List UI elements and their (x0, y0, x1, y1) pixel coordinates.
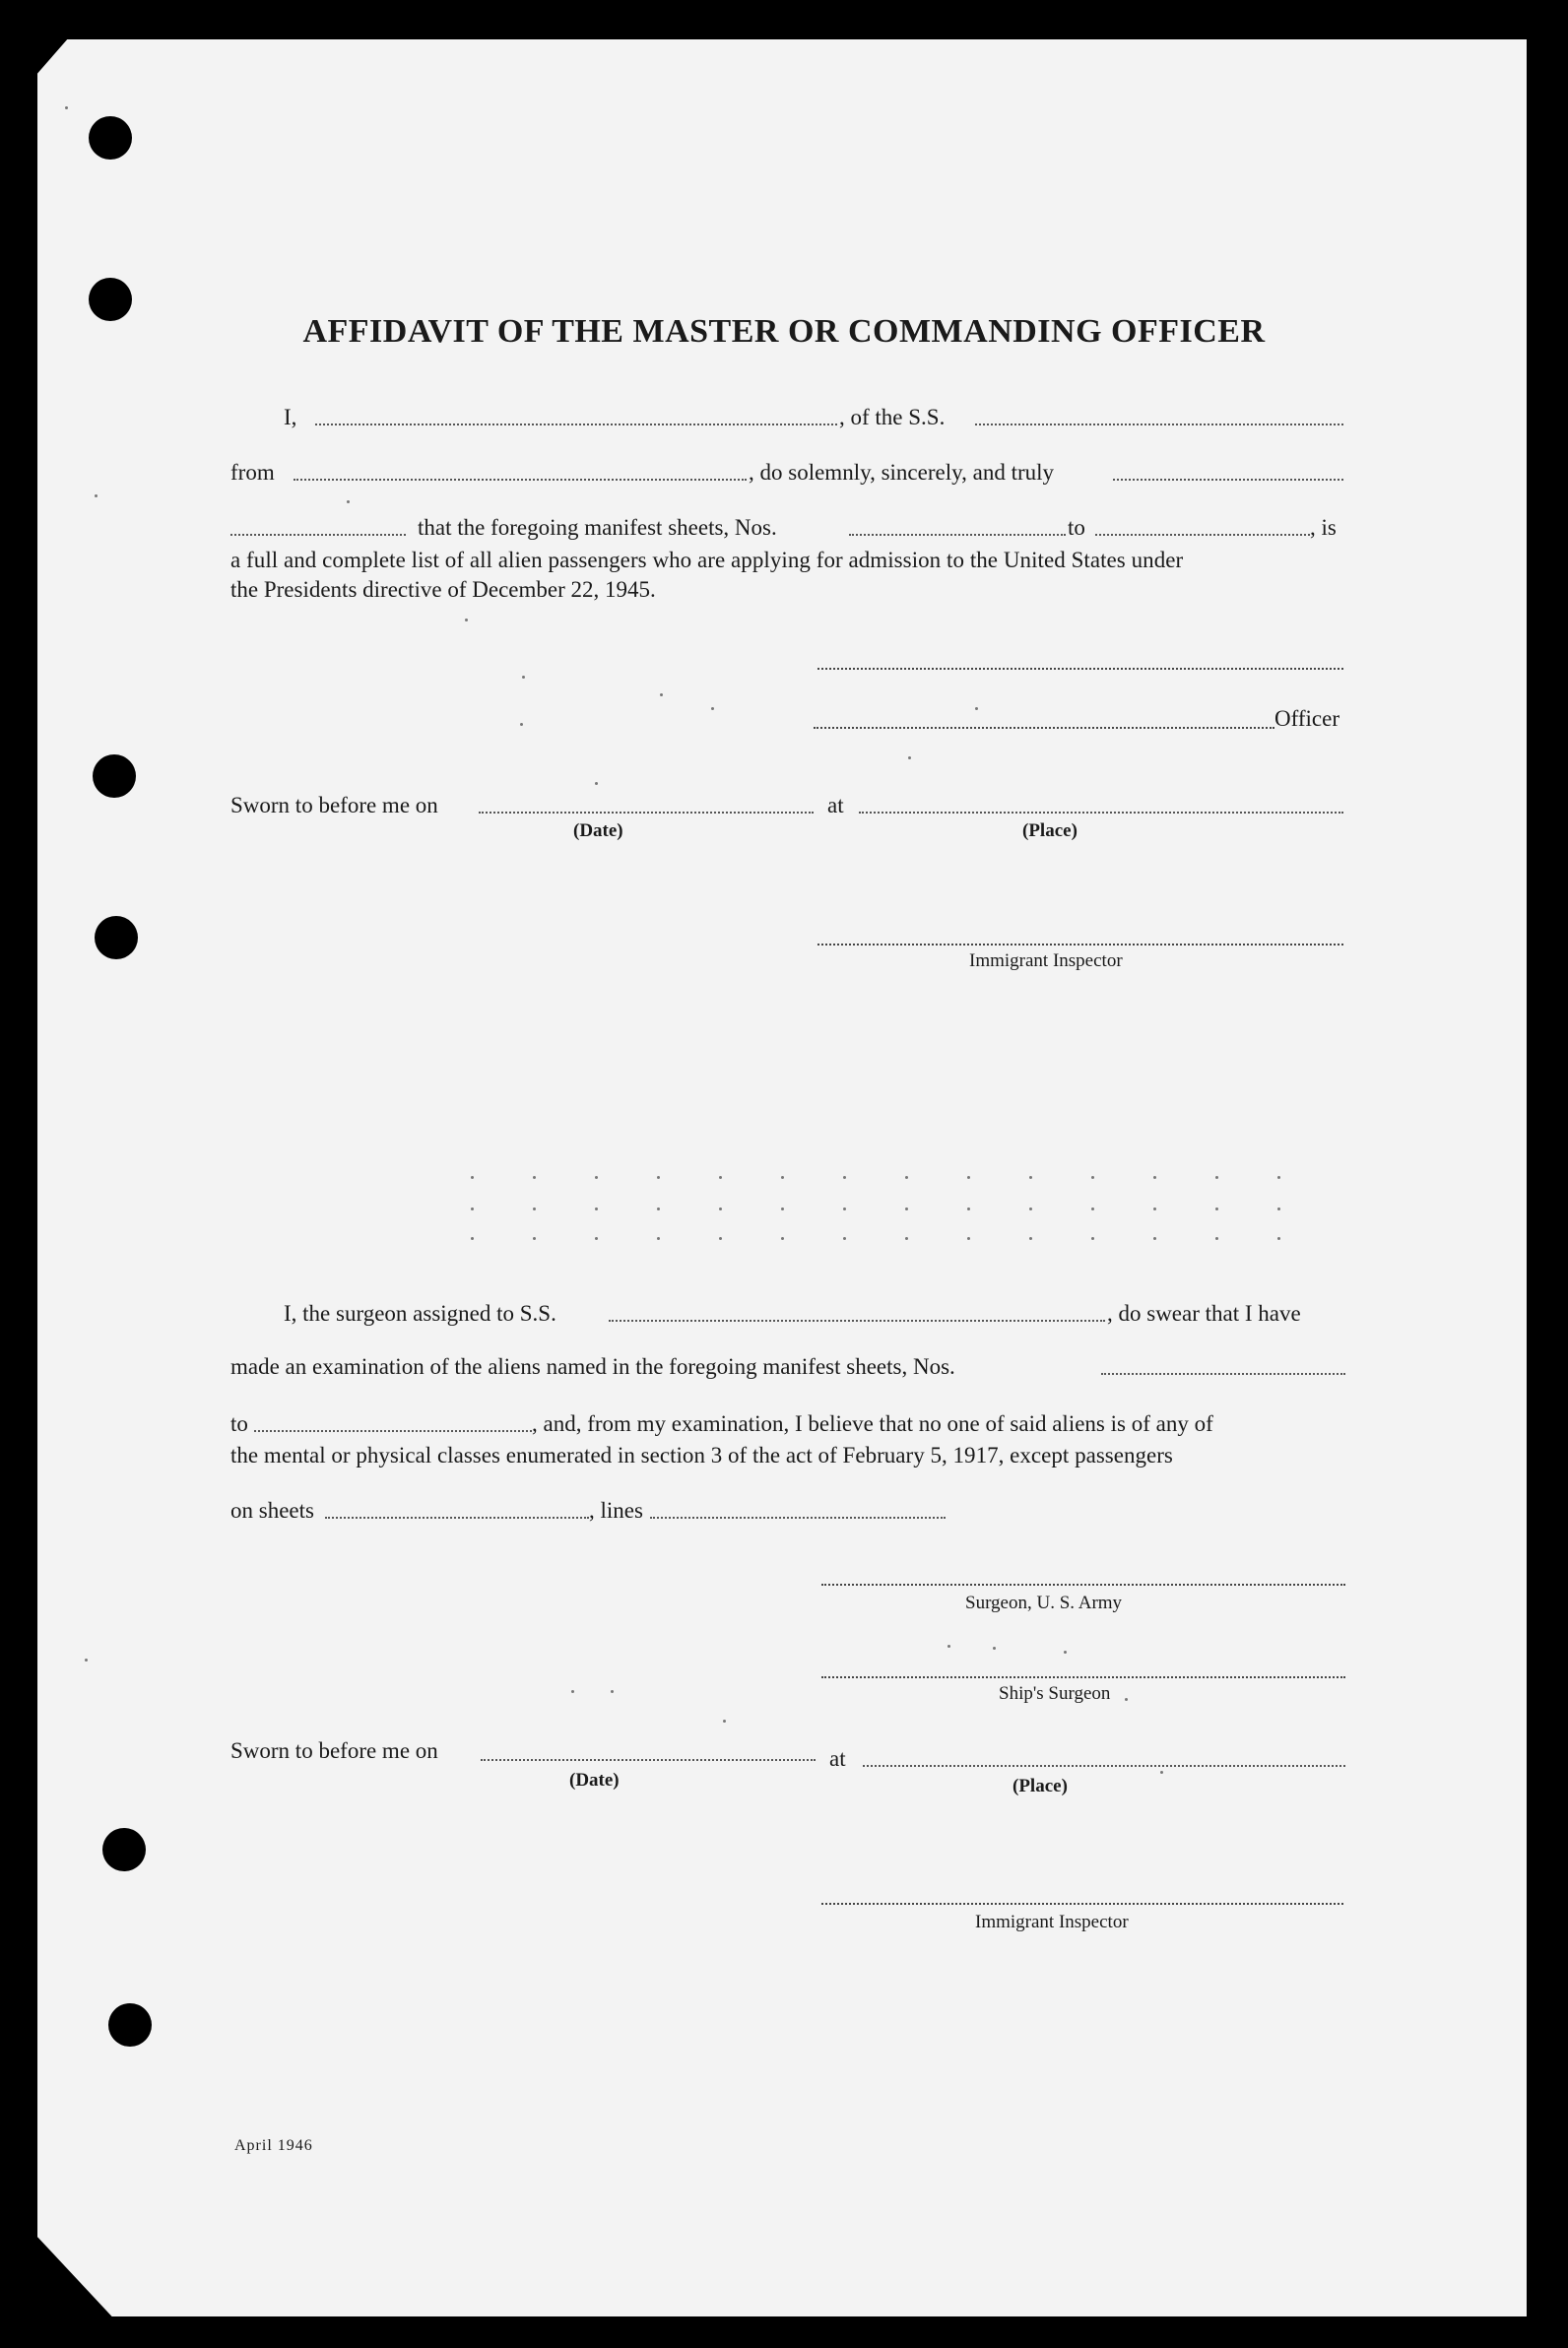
surgeon-lines-field[interactable] (650, 1517, 946, 1519)
master-from: from (230, 460, 275, 485)
perforation-dot (843, 1207, 846, 1210)
surgeon-place-label: (Place) (1013, 1776, 1068, 1796)
surgeon-sworn: Sworn to before me on (230, 1738, 438, 1763)
perforation-dot (781, 1176, 784, 1179)
binder-hole (108, 2003, 152, 2047)
perforation-dot (595, 1176, 598, 1179)
perforation-dot (1091, 1207, 1094, 1210)
master-statement-line: a full and complete list of all alien passengers who are applying for admission to the United States under (230, 548, 1184, 572)
perforation-dot (1153, 1237, 1156, 1240)
speck (711, 707, 714, 710)
master-of-ss: , of the S.S. (839, 405, 946, 429)
master-solemnly-field[interactable] (1113, 479, 1343, 481)
master-nos-to-field[interactable] (1095, 534, 1310, 536)
perforation-dot (843, 1237, 846, 1240)
surgeon-place-field[interactable] (863, 1765, 1345, 1767)
perforation-dot (1091, 1176, 1094, 1179)
perforation-dot (905, 1207, 908, 1210)
master-i: I, (284, 405, 297, 429)
surgeon-date-label: (Date) (569, 1770, 620, 1791)
perforation-dot (533, 1207, 536, 1210)
perforation-dot (719, 1207, 722, 1210)
speck (595, 782, 598, 785)
perforation-dot (1215, 1176, 1218, 1179)
perforation-dot (1215, 1207, 1218, 1210)
surgeon-swear: , do swear that I have (1107, 1301, 1301, 1326)
ship-surgeon-label: Ship's Surgeon (999, 1683, 1111, 1704)
speck (85, 1659, 88, 1662)
perforation-dot (471, 1237, 474, 1240)
speck (947, 1645, 950, 1648)
binder-hole (102, 1828, 146, 1871)
speck (660, 693, 663, 696)
speck (347, 500, 350, 503)
master-date-field[interactable] (479, 812, 814, 814)
form-date-footer: April 1946 (234, 2137, 313, 2154)
perforation-dot (1029, 1207, 1032, 1210)
perforation-dot (1029, 1176, 1032, 1179)
perforation-dot (905, 1176, 908, 1179)
surgeon-line4: the mental or physical classes enumerated in section 3 of the act of February 5, 1917, except passengers (230, 1443, 1173, 1468)
form-title: AFFIDAVIT OF THE MASTER OR COMMANDING OFFICER (302, 313, 1266, 350)
master-is: , is (1310, 515, 1337, 540)
speck (65, 106, 68, 109)
perforation-dot (967, 1176, 970, 1179)
perforation-dot (1029, 1237, 1032, 1240)
perforation-dot (1091, 1237, 1094, 1240)
surgeon-inspector-line[interactable] (821, 1903, 1343, 1905)
perforation-dot (533, 1176, 536, 1179)
army-surgeon-label: Surgeon, U. S. Army (965, 1593, 1123, 1613)
master-inspector-label: Immigrant Inspector (969, 950, 1123, 971)
master-inspector-line[interactable] (817, 944, 1343, 946)
master-signature-line[interactable] (817, 668, 1343, 670)
speck (1125, 1698, 1128, 1701)
speck (520, 723, 523, 726)
master-to: to (1068, 515, 1085, 540)
officer-label: Officer (1274, 706, 1339, 731)
surgeon-to: to (230, 1411, 248, 1436)
officer-signature-line[interactable] (814, 727, 1274, 729)
perforation-dot (471, 1207, 474, 1210)
perforation-dot (533, 1237, 536, 1240)
master-statement-line: the Presidents directive of December 22, 1945. (230, 577, 656, 602)
perforation-dot (719, 1237, 722, 1240)
binder-hole (95, 916, 138, 959)
perforation-dot (657, 1176, 660, 1179)
master-ship-field[interactable] (975, 424, 1343, 425)
perforation-dot (1215, 1237, 1218, 1240)
perforation-dot (1277, 1176, 1280, 1179)
speck (993, 1647, 996, 1650)
perforation-dot (967, 1207, 970, 1210)
speck (723, 1720, 726, 1723)
surgeon-at: at (829, 1746, 846, 1771)
perforation-dot (719, 1176, 722, 1179)
perforation-dot (781, 1237, 784, 1240)
speck (975, 707, 978, 710)
surgeon-sheets: on sheets (230, 1498, 314, 1523)
surgeon-line1: I, the surgeon assigned to S.S. (284, 1301, 556, 1326)
perforation-dot (1277, 1207, 1280, 1210)
speck (908, 756, 911, 759)
surgeon-date-field[interactable] (481, 1759, 816, 1761)
master-name-field[interactable] (315, 424, 837, 425)
speck (465, 619, 468, 621)
surgeon-nos-to-field[interactable] (254, 1430, 532, 1432)
master-at: at (827, 793, 844, 817)
perforation-dot (1153, 1207, 1156, 1210)
surgeon-inspector-label: Immigrant Inspector (975, 1912, 1129, 1932)
master-solemnly: , do solemnly, sincerely, and truly (749, 460, 1055, 485)
master-from-field[interactable] (294, 479, 747, 481)
surgeon-sheets-field[interactable] (325, 1517, 589, 1519)
master-place-field[interactable] (859, 812, 1343, 814)
perforation-dot (967, 1237, 970, 1240)
perforation-dot (1153, 1176, 1156, 1179)
binder-hole (89, 116, 132, 160)
perforation-dot (843, 1176, 846, 1179)
surgeon-ship-field[interactable] (609, 1320, 1105, 1322)
speck (522, 676, 525, 679)
surgeon-lines: , lines (589, 1498, 643, 1523)
perforation-dot (595, 1207, 598, 1210)
surgeon-nos-from-field[interactable] (1101, 1373, 1345, 1375)
binder-hole (93, 754, 136, 798)
master-manifest: that the foregoing manifest sheets, Nos. (418, 515, 777, 540)
perforation-dot (595, 1237, 598, 1240)
perforation-dot (1277, 1237, 1280, 1240)
speck (1160, 1771, 1163, 1774)
ship-surgeon-signature-line[interactable] (821, 1676, 1345, 1678)
master-oath-field[interactable] (230, 534, 406, 536)
master-date-label: (Date) (573, 820, 623, 841)
perforation-dot (905, 1237, 908, 1240)
perforation-dot (657, 1237, 660, 1240)
army-surgeon-signature-line[interactable] (821, 1584, 1345, 1586)
speck (95, 494, 98, 497)
master-place-label: (Place) (1022, 820, 1078, 841)
speck (1064, 1651, 1067, 1654)
master-nos-from-field[interactable] (849, 534, 1066, 536)
surgeon-line3: , and, from my examination, I believe that no one of said aliens is of any of (532, 1411, 1213, 1436)
surgeon-line2: made an examination of the aliens named in the foregoing manifest sheets, Nos. (230, 1354, 955, 1379)
speck (611, 1690, 614, 1693)
master-sworn: Sworn to before me on (230, 793, 438, 817)
speck (571, 1690, 574, 1693)
perforation-dot (471, 1176, 474, 1179)
perforation-dot (781, 1207, 784, 1210)
perforation-dot (657, 1207, 660, 1210)
